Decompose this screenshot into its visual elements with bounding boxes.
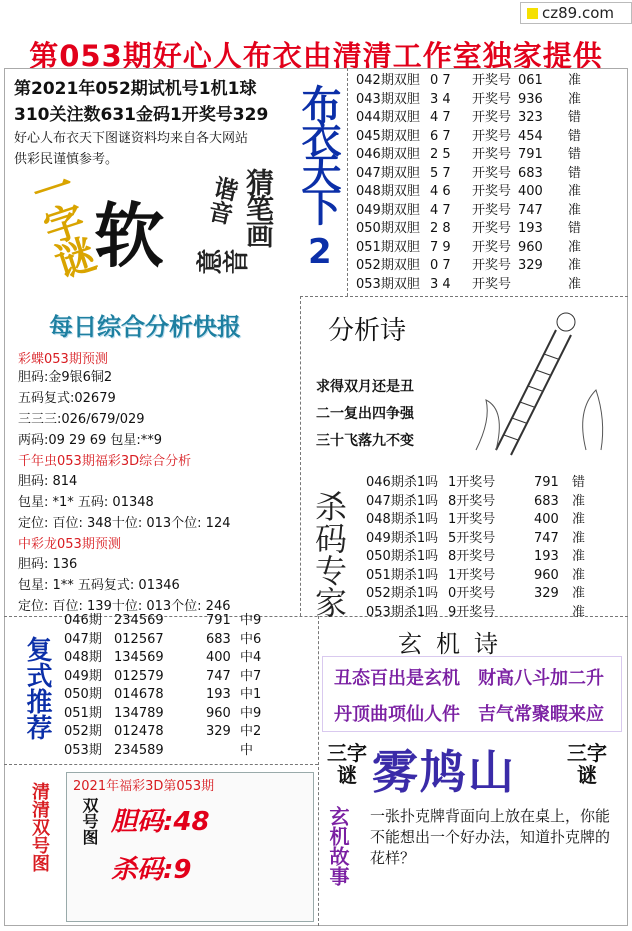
double_list-row xyxy=(356,109,590,128)
double_list-period: 051期双胆 xyxy=(356,239,420,255)
double_list-digits: 4 6 xyxy=(430,184,451,199)
double_list-result: 错 xyxy=(568,221,582,236)
yizi-puzzle-label: 一字谜 xyxy=(21,163,100,281)
sha_list-period: 053期杀1吗 xyxy=(366,604,439,620)
sha_list-row xyxy=(366,604,592,623)
fushi_list-row xyxy=(64,668,280,687)
fc3d-sha: 杀码:9 xyxy=(111,855,192,885)
hint-stroke: 猜笔画 xyxy=(242,168,275,246)
fushi_list-period: 049期 xyxy=(64,668,102,684)
sha_list-label: 9开奖号 xyxy=(448,604,496,620)
double_list-row xyxy=(356,91,590,110)
fushi_list-num: 960 xyxy=(206,705,231,721)
fushi_list-row xyxy=(64,705,280,724)
sha_list-period: 052期杀1吗 xyxy=(366,586,439,601)
double_list-row xyxy=(356,183,590,202)
sha_list-result: 准 xyxy=(572,586,586,601)
fc3d-title: 2021年福彩3D第053期 xyxy=(73,779,215,794)
sha_list-result: 准 xyxy=(572,493,586,509)
fushi_list-period: 047期 xyxy=(64,631,102,647)
double_list-digits: 6 7 xyxy=(430,128,451,144)
caidie-line: 胆码:金9银6铜2 xyxy=(18,370,113,385)
double_list-row xyxy=(356,202,590,221)
sha_list-label: 8开奖号 xyxy=(448,549,496,564)
double_list-digits: 0 7 xyxy=(430,73,451,88)
double_list-row xyxy=(356,220,590,239)
double_list-label: 开奖号 xyxy=(472,276,512,292)
double_list-label: 开奖号 xyxy=(472,202,512,218)
sha_list-label: 1开奖号 xyxy=(448,512,496,527)
double_list-result: 准 xyxy=(568,73,582,88)
double_list-label: 开奖号 xyxy=(472,73,512,88)
disclaimer-1: 好心人布衣天下图谜资料均来自各大网站 xyxy=(14,131,249,146)
double_list-period: 044期双胆 xyxy=(356,110,420,125)
fushi_list-digits: 234589 xyxy=(114,742,164,758)
double_list-row xyxy=(356,257,590,276)
double_list-row xyxy=(356,72,590,91)
zhongcailong-line: 胆码: 136 xyxy=(18,557,78,572)
divider xyxy=(347,68,348,296)
sha_list-period: 048期杀1吗 xyxy=(366,512,439,527)
fushi_list-hit: 中9 xyxy=(240,705,262,721)
fc3d-side-label: 双号图 xyxy=(80,797,99,845)
double_list-num: 400 xyxy=(518,184,543,199)
sha_list-num: 193 xyxy=(534,549,559,564)
double_list-result: 错 xyxy=(568,110,582,125)
sha_list-period: 046期杀1吗 xyxy=(366,475,439,490)
zhongcailong-line: 包星: 1** 五码复式: 01346 xyxy=(18,578,180,593)
poem-line: 二一复出四争强 xyxy=(316,406,414,422)
double_list-label: 开奖号 xyxy=(472,128,512,144)
fc3d-box xyxy=(66,772,314,922)
fushi_list-num: 747 xyxy=(206,668,231,684)
divider xyxy=(318,616,319,926)
sha_list-period: 049期杀1吗 xyxy=(366,530,439,546)
qianchong-title: 千年虫053期福彩3D综合分析 xyxy=(18,454,192,469)
double_list-digits: 3 4 xyxy=(430,276,451,292)
disclaimer-2: 供彩民谨慎参考。 xyxy=(14,152,119,167)
double_list-digits: 4 7 xyxy=(430,202,451,218)
double_list-digits: 5 7 xyxy=(430,165,451,181)
double_list-label: 开奖号 xyxy=(472,91,512,107)
double_list-label: 开奖号 xyxy=(472,221,512,236)
double_list-num: 454 xyxy=(518,128,543,144)
double_list-row xyxy=(356,165,590,184)
sha_list-num: 400 xyxy=(534,512,559,527)
poem-title: 分析诗 xyxy=(328,316,407,346)
double_list-result: 错 xyxy=(568,147,582,162)
brand-title: 布衣天下 xyxy=(295,84,341,220)
fc3d-dan: 胆码:48 xyxy=(111,807,210,837)
double_list-period: 053期双胆 xyxy=(356,276,420,292)
fushi_list-period: 052期 xyxy=(64,724,102,739)
xuanji-line: 丹顶曲项仙人件 xyxy=(334,704,460,725)
fushi_list-period: 046期 xyxy=(64,613,102,628)
fushi_list-num: 791 xyxy=(206,613,231,628)
double_list-num: 061 xyxy=(518,73,543,88)
caidie-line: 五码复式:02679 xyxy=(18,391,116,406)
caidie-line: 两码:09 29 69 包星:**9 xyxy=(18,433,163,448)
double_list-result: 准 xyxy=(568,91,582,107)
sanzimi-label-left: 三字谜 xyxy=(327,741,367,787)
sha_list-label: 0开奖号 xyxy=(448,586,496,601)
fushi_list-num: 683 xyxy=(206,631,231,647)
sha_list-result: 准 xyxy=(572,549,586,564)
fushi_list-row xyxy=(64,631,280,650)
double_list-row xyxy=(356,128,590,147)
double_list-num: 193 xyxy=(518,221,543,236)
site-badge[interactable] xyxy=(520,2,632,24)
sha_list-result: 准 xyxy=(572,604,586,620)
sha-list xyxy=(366,474,592,622)
sha_list-row xyxy=(366,511,592,530)
fushi_list-digits: 134569 xyxy=(114,650,164,665)
story-text: 一张扑克牌背面向上放在桌上，你能不能想出一个好办法，知道扑克牌的花样？ xyxy=(370,807,611,867)
double_list-num: 936 xyxy=(518,91,543,107)
double_list-result: 准 xyxy=(568,239,582,255)
sha_list-row xyxy=(366,530,592,549)
sha_list-num: 683 xyxy=(534,493,559,509)
fushi_list-digits: 012478 xyxy=(114,724,164,739)
double_list-row xyxy=(356,276,590,295)
double_list-result: 准 xyxy=(568,202,582,218)
fushi_list-num: 193 xyxy=(206,687,231,702)
sanzimi-label-right: 三字谜 xyxy=(567,741,607,787)
sha_list-period: 047期杀1吗 xyxy=(366,493,439,509)
fushi_list-row xyxy=(64,686,280,705)
double_list-num: 791 xyxy=(518,147,543,162)
ladder-illustration xyxy=(466,300,616,460)
double_list-row xyxy=(356,239,590,258)
divider xyxy=(300,296,628,297)
double_list-digits: 2 8 xyxy=(430,221,451,236)
qingqing-label: 清清双号图 xyxy=(29,782,50,872)
double-dan-list xyxy=(356,72,590,294)
fushi_list-hit: 中9 xyxy=(240,613,262,628)
sha_list-num: 329 xyxy=(534,586,559,601)
fushi_list-hit: 中6 xyxy=(240,631,262,647)
fushi_list-digits: 012579 xyxy=(114,668,164,684)
double_list-result: 错 xyxy=(568,165,582,181)
xuanji-story-label: 玄机故事 xyxy=(326,806,350,886)
sha-expert-label: 杀码专家 xyxy=(310,490,348,618)
zhongcailong-title: 中彩龙053期预测 xyxy=(18,537,121,552)
qianchong-line: 包星: *1* 五码: 01348 xyxy=(18,495,154,510)
sha_list-label: 5开奖号 xyxy=(448,530,496,546)
sha_list-row xyxy=(366,474,592,493)
double_list-period: 046期双胆 xyxy=(356,147,420,162)
fushi_list-digits: 234569 xyxy=(114,613,164,628)
fushi_list-period: 050期 xyxy=(64,687,102,702)
sha_list-num: 747 xyxy=(534,530,559,546)
double_list-label: 开奖号 xyxy=(472,258,512,273)
sha_list-num: 960 xyxy=(534,567,559,583)
double_list-label: 开奖号 xyxy=(472,110,512,125)
xuanji-title: 玄机诗 xyxy=(398,630,512,658)
hint-homophone: 谐音 xyxy=(202,173,241,227)
qianchong-line: 定位: 百位: 348十位: 013个位: 124 xyxy=(18,516,231,531)
sha_list-period: 050期杀1吗 xyxy=(366,549,439,564)
double_list-period: 045期双胆 xyxy=(356,128,420,144)
sha_list-row xyxy=(366,548,592,567)
double_list-result: 准 xyxy=(568,276,582,292)
fushi_list-digits: 014678 xyxy=(114,687,164,702)
double_list-num: 323 xyxy=(518,110,543,125)
double_list-digits: 4 7 xyxy=(430,110,451,125)
qianchong-line: 胆码: 814 xyxy=(18,474,78,489)
sha_list-row xyxy=(366,493,592,512)
double_list-period: 043期双胆 xyxy=(356,91,420,107)
headline: 第053期好心人布衣由清清工作室独家提供 xyxy=(29,39,603,73)
fushi_list-row xyxy=(64,612,280,631)
double_list-num: 747 xyxy=(518,202,543,218)
hint-meaning: 意音 xyxy=(196,249,248,279)
double_list-num: 329 xyxy=(518,258,543,273)
sha_list-label: 1开奖号 xyxy=(448,567,496,583)
double_list-label: 开奖号 xyxy=(472,165,512,181)
double_list-period: 052期双胆 xyxy=(356,258,420,273)
fushi_list-period: 048期 xyxy=(64,650,102,665)
double_list-result: 错 xyxy=(568,128,582,144)
sha_list-result: 错 xyxy=(572,475,586,490)
xuanji-line: 财高八斗加二升 xyxy=(478,668,604,689)
fushi-list xyxy=(64,612,280,760)
fushi_list-num: 400 xyxy=(206,650,231,665)
double_list-digits: 2 5 xyxy=(430,147,451,162)
double_list-period: 047期双胆 xyxy=(356,165,420,181)
trial-number-line: 第2021年052期试机号1机1球 xyxy=(14,79,257,99)
puzzle-character: 软 xyxy=(94,194,164,277)
daily-analysis-title: 每日综合分析快报 xyxy=(49,312,241,341)
double_list-label: 开奖号 xyxy=(472,239,512,255)
fushi_list-hit: 中 xyxy=(240,742,254,758)
double_list-period: 042期双胆 xyxy=(356,73,420,88)
fushi_list-row xyxy=(64,742,280,761)
attention-line: 310关注数631金码1开奖号329 xyxy=(14,105,269,125)
fushi_list-hit: 中1 xyxy=(240,687,262,702)
sha_list-result: 准 xyxy=(572,567,586,583)
double_list-label: 开奖号 xyxy=(472,147,512,162)
fushi_list-row xyxy=(64,649,280,668)
double_list-digits: 3 4 xyxy=(430,91,451,107)
site-url: cz89.com xyxy=(542,4,615,22)
double_list-result: 准 xyxy=(568,258,582,273)
double_list-digits: 7 9 xyxy=(430,239,451,255)
sanzimi-word: 雾鸠山 xyxy=(372,745,516,799)
fushi_list-hit: 中4 xyxy=(240,650,262,665)
caidie-line: 三三三:026/679/029 xyxy=(18,412,145,427)
zhongcailong-line: 定位: 百位: 139十位: 013个位: 246 xyxy=(18,599,231,614)
caidie-title: 彩蝶053期预测 xyxy=(18,352,108,367)
double_list-digits: 0 7 xyxy=(430,258,451,273)
xuanji-line: 吉气常聚暇来应 xyxy=(478,704,604,725)
yellow-square-icon xyxy=(527,8,538,19)
fushi-label: 复式推荐 xyxy=(22,636,52,740)
double_list-num: 960 xyxy=(518,239,543,255)
sha_list-row xyxy=(366,567,592,586)
sha_list-result: 准 xyxy=(572,530,586,546)
double_list-result: 准 xyxy=(568,184,582,199)
sha_list-label: 1开奖号 xyxy=(448,475,496,490)
fushi_list-hit: 中2 xyxy=(240,724,262,739)
sha_list-result: 准 xyxy=(572,512,586,527)
fushi_list-hit: 中7 xyxy=(240,668,262,684)
brand-number: 2 xyxy=(308,232,332,272)
fushi_list-digits: 134789 xyxy=(114,705,164,721)
double_list-label: 开奖号 xyxy=(472,184,512,199)
double_list-period: 049期双胆 xyxy=(356,202,420,218)
xuanji-line: 丑态百出是玄机 xyxy=(334,668,460,689)
poem-line: 求得双月还是丑 xyxy=(316,379,414,395)
fushi_list-num: 329 xyxy=(206,724,231,739)
fushi_list-period: 051期 xyxy=(64,705,102,721)
sha_list-num: 791 xyxy=(534,475,559,490)
fushi_list-period: 053期 xyxy=(64,742,102,758)
sha_list-row xyxy=(366,585,592,604)
double_list-period: 048期双胆 xyxy=(356,184,420,199)
fushi_list-row xyxy=(64,723,280,742)
sha_list-period: 051期杀1吗 xyxy=(366,567,439,583)
fushi_list-digits: 012567 xyxy=(114,631,164,647)
double_list-row xyxy=(356,146,590,165)
poem-line: 三十飞落九不变 xyxy=(316,433,414,449)
divider xyxy=(4,764,318,765)
double_list-period: 050期双胆 xyxy=(356,221,420,236)
sha_list-label: 8开奖号 xyxy=(448,493,496,509)
divider xyxy=(300,296,301,616)
double_list-num: 683 xyxy=(518,165,543,181)
